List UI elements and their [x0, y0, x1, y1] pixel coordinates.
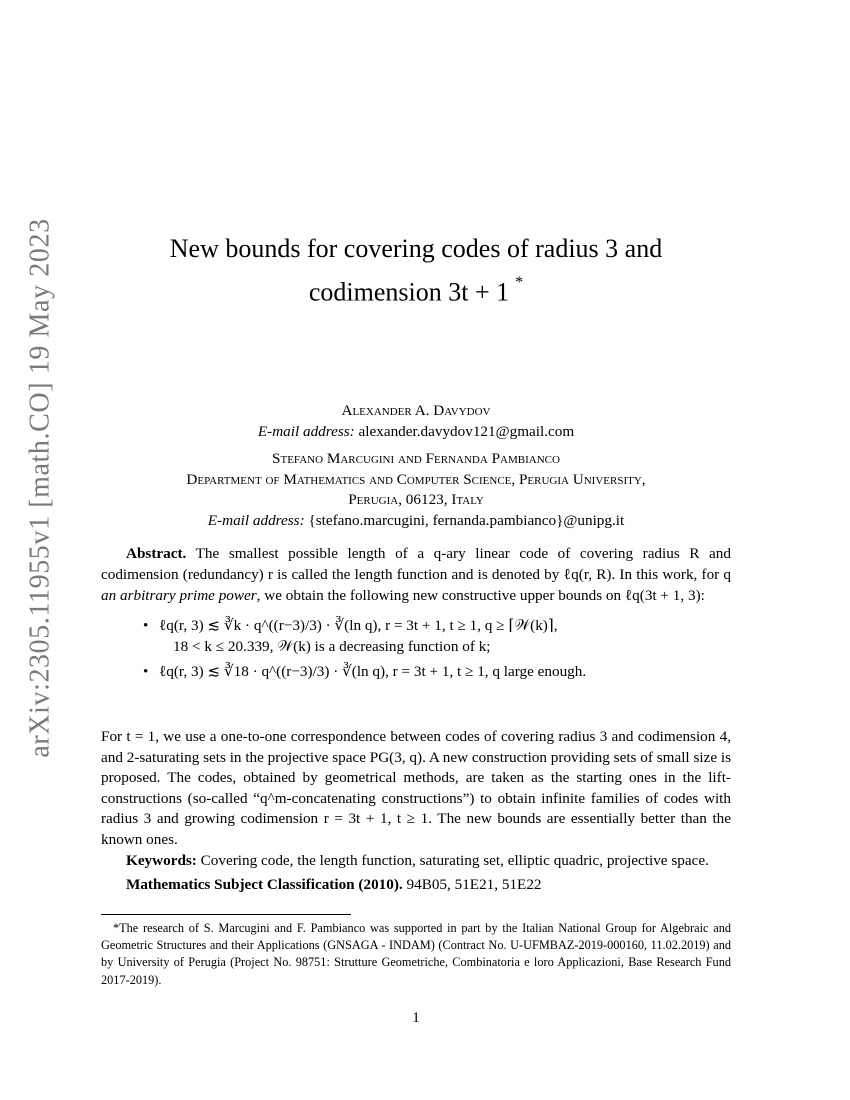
title-footnote-mark: *: [515, 274, 524, 291]
abstract-section: [101, 544, 731, 693]
bounds-list: [101, 616, 731, 682]
bullet-icon: •: [143, 662, 149, 680]
footnote: [101, 920, 731, 989]
abstract-emphasis: an arbitrary prime power: [101, 586, 257, 604]
keywords-text: Covering code, the length function, saturating set, elliptic quadric, projective space.: [200, 851, 709, 869]
bound-1-condition: 18 < k ≤ 20.339, 𝒲(k) is a decreasing function of k;: [173, 638, 491, 656]
bound-item-2: [143, 662, 731, 683]
footnote-rule: [101, 914, 351, 915]
email-label-1: E-mail address:: [257, 422, 355, 440]
email-address-1[interactable]: alexander.davydov121@gmail.com: [358, 422, 575, 440]
msc-label: Mathematics Subject Classification (2010).: [126, 876, 403, 894]
msc-codes: 94B05, 51E21, 51E22: [406, 876, 542, 894]
bound-2-formula: ℓq(r, 3) ≲ ∛18 · q^((r−3)/3) · ∛(ln q), r = 3t + 1, t ≥ 1, q large enough.: [159, 662, 587, 680]
abstract-paragraph: [101, 544, 731, 606]
title-line-2-text: codimension 3t + 1: [308, 277, 510, 307]
page-number: 1: [412, 1010, 420, 1026]
abstract-body: [101, 727, 731, 896]
author-block: [101, 401, 731, 531]
bound-item-1: [143, 616, 731, 658]
author-name-1: Alexander A. Davydov: [341, 402, 491, 419]
keywords-paragraph: [101, 851, 731, 872]
email-line-1: [101, 422, 731, 443]
abstract-text-a: The smallest possible length of a q-ary linear code of covering radius R and codimension (redundancy) r is called the length function and is denoted by ℓq(r, R). In this work, for q: [101, 545, 731, 583]
affiliation-line-1: Department of Mathematics and Computer Science, Perugia University,: [186, 470, 646, 488]
bullet-icon: •: [143, 617, 149, 635]
arxiv-side-stamp: [20, 218, 62, 758]
keywords-label: Keywords:: [126, 851, 197, 869]
footnote-text: *The research of S. Marcugini and F. Pambianco was supported in part by the Italian National Group for Algebraic and Geometric Structures and their Applications (GNSAGA - INDAM) (Contract No. U-UFMBAZ-2019-000160, 11.02.2019) and by University of Perugia (Project No. 98751: Strutture Geometriche, Combinatoria e loro Applicazioni, Base Research Fund 2017-2019).: [101, 921, 731, 987]
email-address-2[interactable]: {stefano.marcugini, fernanda.pambianco}@unipg.it: [308, 511, 625, 529]
affiliation-line-2: Perugia, 06123, Italy: [348, 491, 484, 508]
msc-paragraph: [101, 875, 731, 896]
email-label-2: E-mail address:: [207, 511, 305, 529]
title-line-2: [101, 268, 731, 312]
abstract-heading: Abstract.: [126, 545, 187, 562]
title-line-1: New bounds for covering codes of radius 3 and: [169, 234, 663, 263]
email-line-2: [101, 511, 731, 532]
author-names-2: Stefano Marcugini and Fernanda Pambianco: [272, 450, 560, 467]
arxiv-identifier: arXiv:2305.11955v1 [math.CO] 19 May 2023: [25, 218, 57, 758]
bound-1-formula: ℓq(r, 3) ≲ ∛k · q^((r−3)/3) · ∛(ln q), r = 3t + 1, t ≥ 1, q ≥ ⌈𝒲(k)⌉,: [159, 617, 558, 635]
abstract-text-b: , we obtain the following new constructive upper bounds on ℓq(3t + 1, 3):: [256, 586, 705, 604]
body-paragraph: For t = 1, we use a one-to-one correspondence between codes of covering radius 3 and codimension 4, and 2-saturating sets in the projective space PG(3, q). A new construction providing sets of small size is proposed. The codes, obtained by geometrical methods, are taken as the starting ones in the lift-constructions (so-called “q^m-concatenating constructions”) to obtain infinite families of codes with radius 3 and growing codimension r = 3t + 1, t ≥ 1. The new bounds are essentially better than the known ones.: [101, 728, 731, 848]
paper-title: [101, 230, 731, 312]
